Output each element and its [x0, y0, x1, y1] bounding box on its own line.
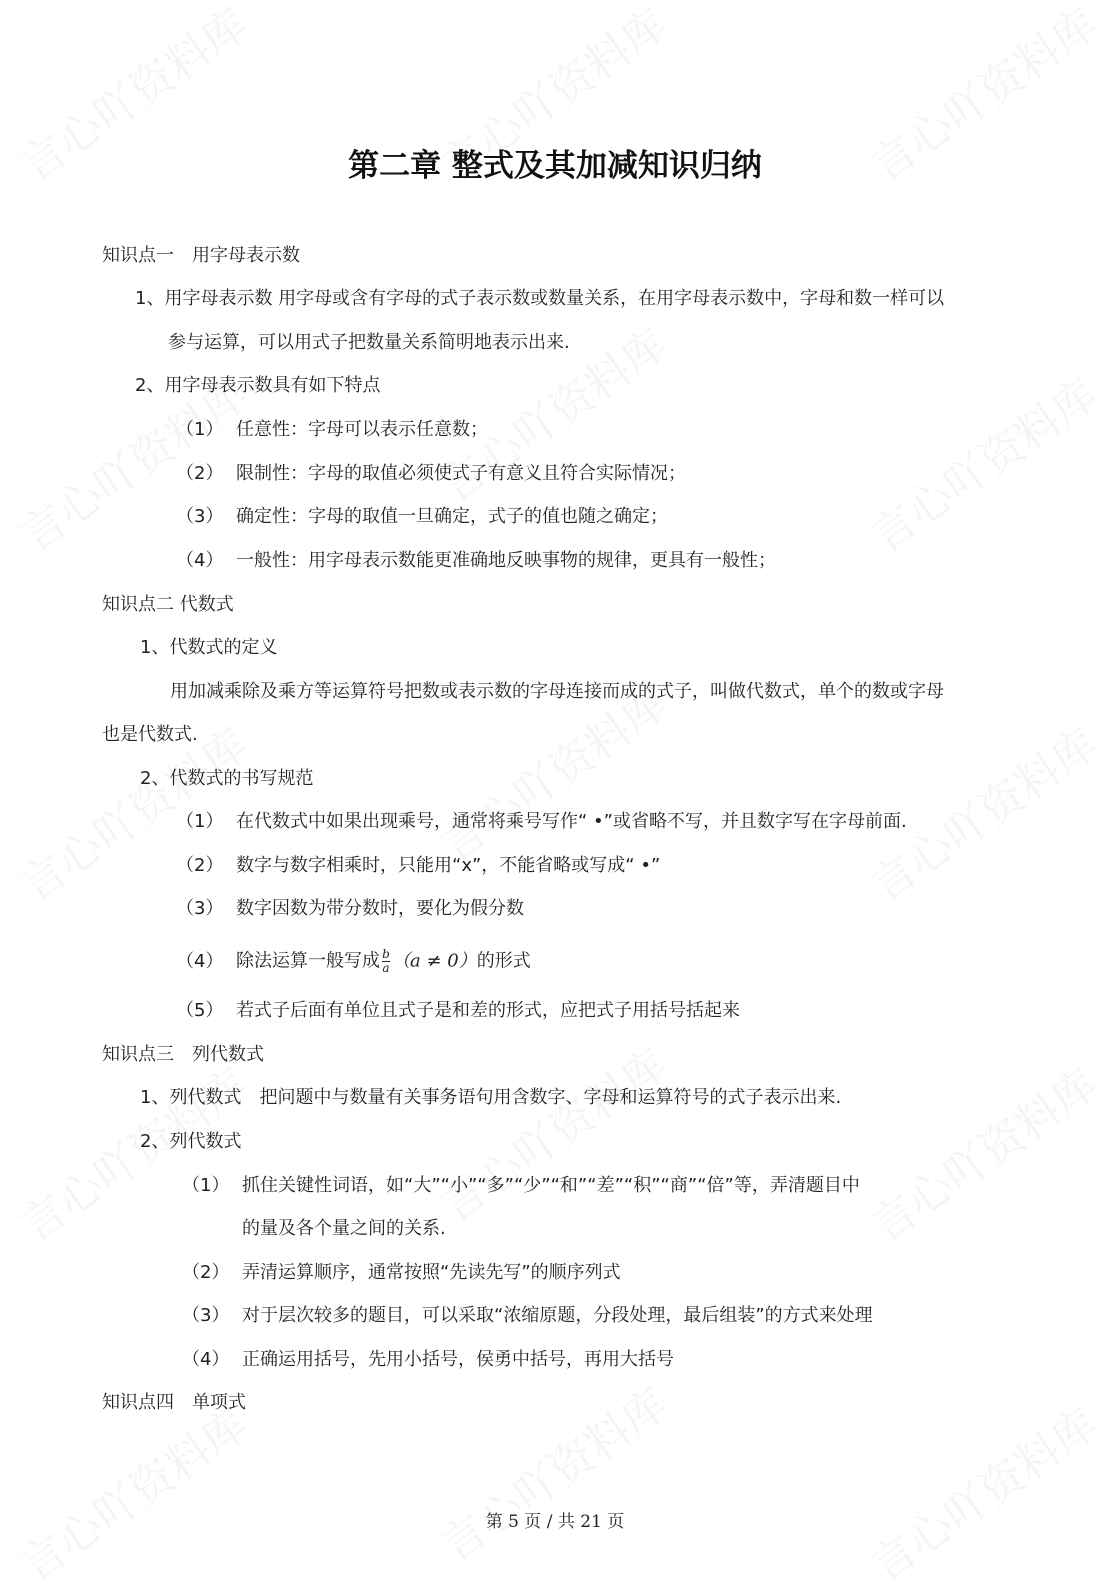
- sub-item: [176, 810, 907, 834]
- sub-item-text: 除法运算一般写成: [236, 950, 380, 972]
- watermark-text: [426, 1370, 679, 1574]
- fraction-denominator: a: [382, 961, 390, 975]
- watermark-text: [856, 1390, 1109, 1594]
- fraction-numerator: b: [382, 947, 390, 961]
- sub-item-text: 数字与数字相乘时，只能用“x”，不能省略或写成“ •”: [236, 855, 661, 876]
- list-item: [135, 374, 380, 398]
- sub-item-number: （1）: [176, 419, 224, 440]
- sub-item-text: 限制性：字母的取值必须使式子有意义且符合实际情况；: [236, 463, 686, 484]
- item-text: 列代数式 把问题中与数量有关事务语句用含数字、字母和运算符号的式子表示出来.: [169, 1087, 842, 1108]
- sub-item-text: 任意性：字母可以表示任意数；: [236, 419, 488, 440]
- item-number: 2、: [140, 1131, 170, 1152]
- list-item: [135, 287, 944, 311]
- sub-item-text: 若式子后面有单位且式子是和差的形式，应把式子用括号括起来: [236, 1000, 740, 1021]
- item-text: 用字母表示数具有如下特点: [164, 375, 381, 396]
- sub-item-number: （1）: [176, 811, 224, 832]
- condition-text: （a ≠ 0）: [392, 950, 477, 972]
- sub-item-text: 数字因数为带分数时，要化为假分数: [236, 898, 524, 919]
- sub-item-text: 一般性：用字母表示数能更准确地反映事物的规律，更具有一般性；: [236, 550, 776, 571]
- watermark-text: [856, 360, 1109, 564]
- item-text-continued: 参与运算，可以用式子把数量关系简明地表示出来.: [168, 332, 570, 353]
- sub-item-text-tail: 的形式: [476, 950, 531, 972]
- item-text: 用字母表示数 用字母或含有字母的式子表示数或数量关系，在用字母表示数中，字母和数一样可以: [164, 288, 945, 309]
- definition-text: 用加减乘除及乘方等运算符号把数或表示数的字母连接而成的式子，叫做代数式，单个的数或字母: [170, 681, 944, 702]
- watermark-text: [6, 1390, 259, 1594]
- sub-item: [176, 549, 776, 573]
- sub-item-text: 对于层次较多的题目，可以采取“浓缩原题，分段处理，最后组装”的方式来处理: [242, 1305, 873, 1326]
- sub-item-number: （3）: [176, 898, 224, 919]
- sub-item-text: 抓住关键性词语，如“大”“小”“多”“少”“和”“差”“积”“商”“倍”等，弄清题目中: [242, 1175, 860, 1196]
- item-number: 2、: [140, 768, 170, 789]
- sub-item-number: （2）: [176, 463, 224, 484]
- sub-item-number: （4）: [182, 1349, 230, 1370]
- sub-item: [182, 1174, 860, 1198]
- list-item: [140, 1130, 241, 1154]
- sub-item-text: 弄清运算顺序，通常按照“先读先写”的顺序列式: [242, 1262, 621, 1283]
- sub-item: [176, 948, 531, 975]
- sub-item-number: （4）: [176, 950, 224, 972]
- sub-item: [182, 1261, 621, 1285]
- fraction-b-over-a: [382, 948, 390, 975]
- sub-item-number: （3）: [176, 506, 224, 527]
- item-number: 1、: [135, 288, 165, 309]
- item-number: 1、: [140, 637, 170, 658]
- list-item: [140, 1086, 841, 1110]
- list-item: [140, 767, 313, 791]
- section-heading: 知识点二 代数式: [102, 594, 234, 615]
- sub-item: [176, 418, 488, 442]
- sub-item-text: 正确运用括号，先用小括号，侯勇中括号，再用大括号: [242, 1349, 674, 1370]
- sub-item-number: （2）: [182, 1262, 230, 1283]
- sub-item-number: （2）: [176, 855, 224, 876]
- sub-item-text: 确定性：字母的取值一旦确定，式子的值也随之确定；: [236, 506, 668, 527]
- item-text: 代数式的定义: [169, 637, 278, 658]
- item-text: 列代数式: [169, 1131, 242, 1152]
- sub-item: [176, 854, 660, 878]
- section-heading: 知识点三 列代数式: [102, 1044, 264, 1065]
- sub-item-number: （4）: [176, 550, 224, 571]
- sub-item-number: （1）: [182, 1175, 230, 1196]
- sub-item: [182, 1348, 674, 1372]
- sub-item-number: （3）: [182, 1305, 230, 1326]
- item-text: 代数式的书写规范: [169, 768, 314, 789]
- item-number: 1、: [140, 1087, 170, 1108]
- section-heading: 知识点一 用字母表示数: [102, 245, 300, 266]
- list-item: [140, 636, 277, 660]
- sub-item: [176, 999, 740, 1023]
- sub-item-text: 在代数式中如果出现乘号，通常将乘号写作“ •”或省略不写，并且数字写在字母前面.: [236, 811, 907, 832]
- watermark-text: [426, 1030, 679, 1234]
- page-footer: 第 5 页 / 共 21 页: [485, 1512, 625, 1532]
- sub-item-number: （5）: [176, 1000, 224, 1021]
- sub-item-text-continued: 的量及各个量之间的关系.: [242, 1218, 446, 1239]
- page-title: 第二章 整式及其加减知识归纳: [348, 148, 762, 184]
- sub-item: [176, 505, 668, 529]
- sub-item: [182, 1304, 873, 1328]
- watermark-text: [856, 1050, 1109, 1254]
- definition-text-continued: 也是代数式.: [102, 724, 198, 745]
- section-heading: 知识点四 单项式: [102, 1392, 246, 1413]
- sub-item: [176, 897, 524, 921]
- item-number: 2、: [135, 375, 165, 396]
- sub-item: [176, 462, 686, 486]
